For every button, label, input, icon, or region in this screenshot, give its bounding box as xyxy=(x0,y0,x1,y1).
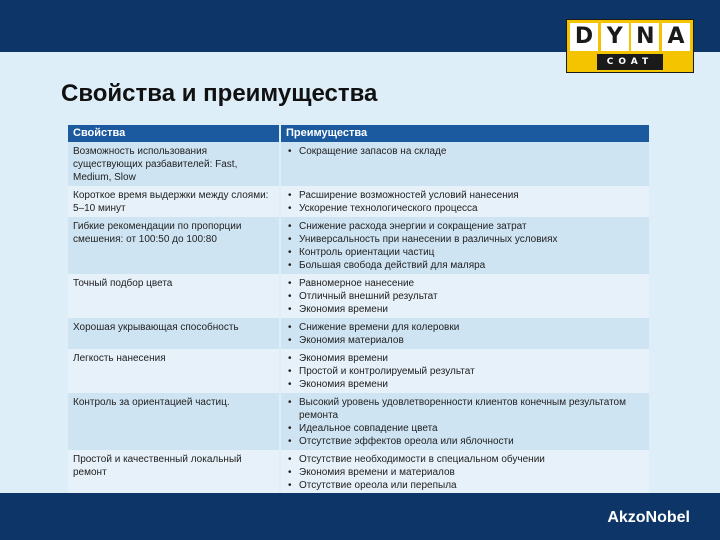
benefit-text: Высокий уровень удовлетворенности клиентов конечным результатом ремонта xyxy=(299,397,626,421)
bullet-icon: • xyxy=(288,366,292,377)
benefit-item xyxy=(286,479,644,492)
logo-letter: N xyxy=(631,23,659,51)
benefit-item xyxy=(286,220,644,233)
benefit-item xyxy=(286,189,644,202)
benefit-item xyxy=(286,202,644,215)
logo-subtitle: COAT xyxy=(597,54,663,70)
advantages-cell xyxy=(281,274,649,318)
bullet-icon: • xyxy=(288,260,292,271)
benefit-text: Равномерное нанесение xyxy=(299,278,415,289)
logo-letters xyxy=(570,23,690,51)
property-cell: Возможность использования существующих разбавителей: Fast, Medium, Slow xyxy=(68,142,279,186)
property-cell: Простой и качественный локальный ремонт xyxy=(68,450,279,494)
advantages-cell xyxy=(281,142,649,186)
benefit-item xyxy=(286,378,644,391)
table-row xyxy=(68,450,649,494)
benefit-text: Простой и контролируемый результат xyxy=(299,366,475,377)
bullet-icon: • xyxy=(288,436,292,447)
benefit-text: Снижение расхода энергии и сокращение затрат xyxy=(299,221,527,232)
benefit-text: Ускорение технологического процесса xyxy=(299,203,478,214)
table-row xyxy=(68,217,649,274)
bullet-icon: • xyxy=(288,146,292,157)
benefit-text: Универсальность при нанесении в различных условиях xyxy=(299,234,558,245)
property-cell: Контроль за ориентацией частиц. xyxy=(68,393,279,450)
bullet-icon: • xyxy=(288,291,292,302)
benefit-text: Расширение возможностей условий нанесения xyxy=(299,190,519,201)
logo-letter: A xyxy=(662,23,690,51)
dynacoat-logo xyxy=(566,19,694,73)
benefit-text: Большая свобода действий для маляра xyxy=(299,260,486,271)
properties-table xyxy=(68,125,649,494)
benefit-text: Контроль ориентации частиц xyxy=(299,247,435,258)
header-advantages: Преимущества xyxy=(281,125,649,142)
bullet-icon: • xyxy=(288,467,292,478)
logo-letter: Y xyxy=(601,23,629,51)
bullet-icon: • xyxy=(288,423,292,434)
benefit-text: Экономия времени xyxy=(299,379,388,390)
advantages-cell xyxy=(281,186,649,217)
logo-letter: D xyxy=(570,23,598,51)
table-row xyxy=(68,318,649,349)
advantages-cell xyxy=(281,450,649,494)
benefit-text: Экономия времени xyxy=(299,304,388,315)
bullet-icon: • xyxy=(288,353,292,364)
advantages-cell xyxy=(281,318,649,349)
header-properties: Свойства xyxy=(68,125,279,142)
bullet-icon: • xyxy=(288,454,292,465)
benefit-item xyxy=(286,145,644,158)
property-cell: Легкость нанесения xyxy=(68,349,279,393)
benefit-text: Отсутствие ореола или перепыла xyxy=(299,480,457,491)
benefit-text: Отсутствие эффектов ореола или яблочности xyxy=(299,436,514,447)
table-row xyxy=(68,393,649,450)
benefit-item xyxy=(286,246,644,259)
property-cell: Гибкие рекомендации по пропорции смешения: от 100:50 до 100:80 xyxy=(68,217,279,274)
table-row xyxy=(68,142,649,186)
benefit-text: Сокращение запасов на складе xyxy=(299,146,447,157)
page-title: Свойства и преимущества xyxy=(61,80,378,107)
benefit-text: Экономия времени и материалов xyxy=(299,467,455,478)
table-row xyxy=(68,274,649,318)
benefit-item xyxy=(286,453,644,466)
bullet-icon: • xyxy=(288,480,292,491)
property-cell: Короткое время выдержки между слоями: 5–10 минут xyxy=(68,186,279,217)
bullet-icon: • xyxy=(288,379,292,390)
advantages-cell xyxy=(281,217,649,274)
bullet-icon: • xyxy=(288,335,292,346)
table-header xyxy=(68,125,649,142)
bullet-icon: • xyxy=(288,322,292,333)
bullet-icon: • xyxy=(288,221,292,232)
advantages-cell xyxy=(281,393,649,450)
bullet-icon: • xyxy=(288,190,292,201)
property-cell: Хорошая укрывающая способность xyxy=(68,318,279,349)
benefit-text: Отсутствие необходимости в специальном обучении xyxy=(299,454,545,465)
benefit-item xyxy=(286,466,644,479)
bullet-icon: • xyxy=(288,397,292,408)
benefit-item xyxy=(286,303,644,316)
benefit-text: Экономия материалов xyxy=(299,335,404,346)
bullet-icon: • xyxy=(288,234,292,245)
benefit-text: Отличный внешний результат xyxy=(299,291,438,302)
table-body xyxy=(68,142,649,494)
benefit-item xyxy=(286,233,644,246)
benefit-item xyxy=(286,259,644,272)
bullet-icon: • xyxy=(288,247,292,258)
advantages-cell xyxy=(281,349,649,393)
benefit-item xyxy=(286,435,644,448)
benefit-item xyxy=(286,334,644,347)
bullet-icon: • xyxy=(288,304,292,315)
bullet-icon: • xyxy=(288,203,292,214)
benefit-text: Идеальное совпадение цвета xyxy=(299,423,438,434)
akzonobel-logo: AkzoNobel xyxy=(607,509,690,526)
bullet-icon: • xyxy=(288,278,292,289)
property-cell: Точный подбор цвета xyxy=(68,274,279,318)
table-row xyxy=(68,186,649,217)
benefit-item xyxy=(286,365,644,378)
benefit-item xyxy=(286,352,644,365)
benefit-text: Снижение времени для колеровки xyxy=(299,322,460,333)
benefit-item xyxy=(286,396,644,422)
benefit-item xyxy=(286,277,644,290)
benefit-item xyxy=(286,321,644,334)
table-row xyxy=(68,349,649,393)
benefit-text: Экономия времени xyxy=(299,353,388,364)
benefit-item xyxy=(286,422,644,435)
benefit-item xyxy=(286,290,644,303)
